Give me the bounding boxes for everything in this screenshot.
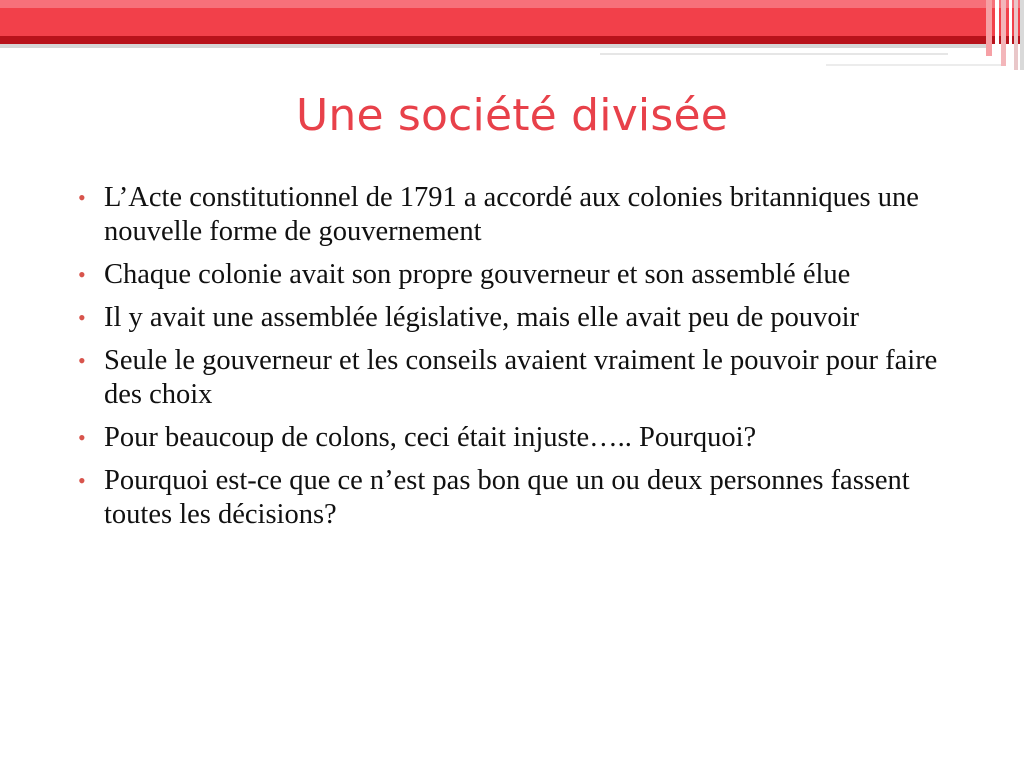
header-dark-stripe	[0, 36, 1024, 44]
bullet-item	[72, 344, 972, 412]
slide-title: Une société divisée	[295, 90, 729, 141]
bullet-dot-icon: •	[78, 305, 86, 330]
bullet-dot-icon: •	[78, 425, 86, 450]
bullet-dot-icon: •	[78, 468, 86, 493]
bullet-item	[72, 258, 972, 292]
corner-stripe-2	[995, 0, 999, 62]
header-shadow-line	[0, 44, 990, 48]
bullet-item	[72, 181, 972, 249]
header-pink-strip	[0, 0, 1024, 8]
corner-stripe-4	[1009, 0, 1012, 70]
corner-stripe-3	[1001, 0, 1006, 66]
header-detail-line-1	[600, 53, 948, 55]
bullet-item	[72, 464, 972, 532]
bullet-text: Il y avait une assemblée législative, mais elle avait peu de pouvoir	[104, 302, 859, 333]
bullet-text: L’Acte constitutionnel de 1791 a accordé aux colonies britanniques une nouvelle forme de gouvernement	[104, 182, 919, 247]
bullet-text: Pour beaucoup de colons, ceci était injuste….. Pourquoi?	[104, 422, 757, 453]
corner-stripe-5	[1014, 0, 1018, 70]
bullet-item	[72, 301, 972, 335]
header-detail-line-2	[826, 64, 1006, 66]
bullet-text: Chaque colonie avait son propre gouverneur et son assemblé élue	[104, 259, 851, 290]
bullet-list	[72, 181, 972, 541]
bullet-dot-icon: •	[78, 262, 86, 287]
corner-stripe-1	[986, 0, 992, 56]
header-band	[0, 0, 1024, 70]
bullet-text: Pourquoi est-ce que ce n’est pas bon que un ou deux personnes fassent toutes les décisions?	[104, 465, 910, 530]
bullet-item	[72, 421, 972, 455]
corner-stripe-6	[1020, 0, 1024, 70]
bullet-dot-icon: •	[78, 348, 86, 373]
bullet-text: Seule le gouverneur et les conseils avaient vraiment le pouvoir pour faire des choix	[104, 345, 938, 410]
bullet-dot-icon: •	[78, 185, 86, 210]
